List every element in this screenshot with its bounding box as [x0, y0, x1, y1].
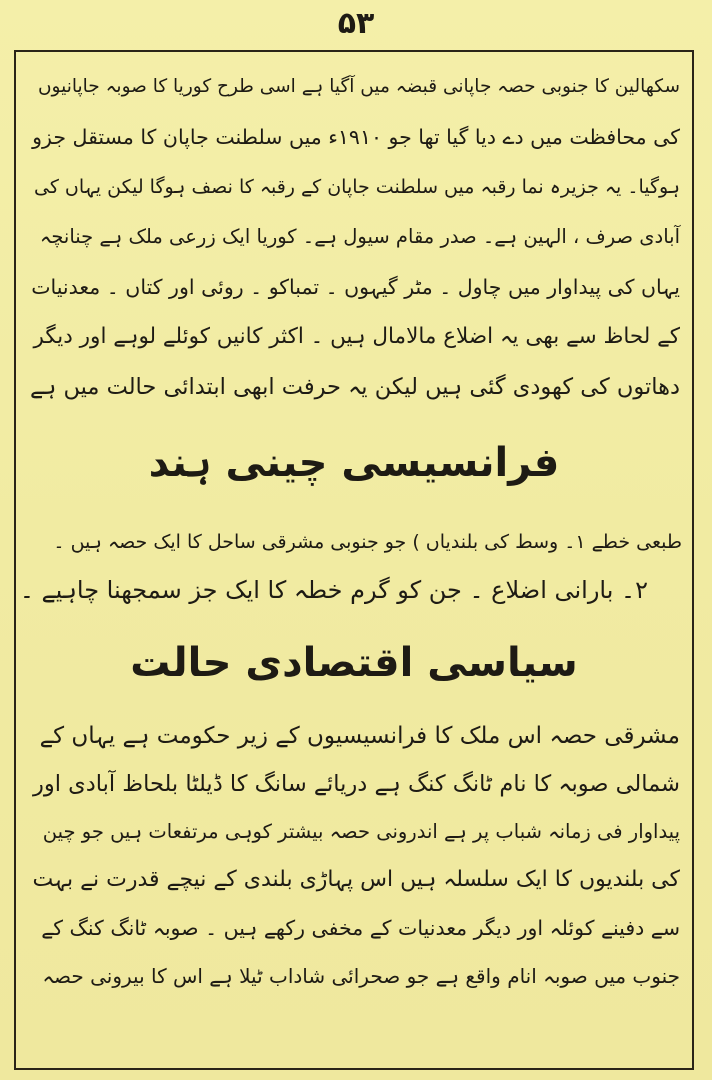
- paragraph-political-economic: [30, 712, 680, 1000]
- text-line: کے لحاظ سے بھی یہ اضلاع مالامال ہیں ۔ اکثر کانیں کوئلے لوہے اور دیگر: [33, 324, 680, 349]
- paragraph-korea: [30, 62, 680, 412]
- text-line: سے دفینے کوئلہ اور دیگر معدنیات کے مخفی رکھے ہیں ۔ صوبہ ٹانگ کنگ کے: [41, 916, 680, 940]
- text-line: پیداوار فی زمانہ شباب پر ہے اندرونی حصہ بیشتر کوہی مرتفعات ہیں جو چین: [42, 820, 680, 843]
- section-heading-political-economic: سیاسی اقتصادی حالت: [130, 640, 578, 686]
- text-line: جنوب میں صوبہ انام واقع ہے جو صحرائی شاداب ٹیلا ہے اس کا بیرونی حصہ: [42, 964, 680, 988]
- page-number: ۵۳: [337, 6, 375, 41]
- text-line: شمالی صوبہ کا نام ٹانگ کنگ ہے دریائے سانگ کا ڈیلٹا بلحاظ آبادی اور: [33, 771, 680, 797]
- text-line: کی محافظت میں دے دیا گیا تھا جو ۱۹۱۰ء میں سلطنت جاپان کا مستقل جزو: [32, 125, 680, 149]
- section-heading-french-indochina: فرانسیسی چینی ہند: [148, 440, 560, 486]
- natural-regions-line-1: طبعی خطے ۱۔ وسط کی بلندیاں ) جو جنوبی مشرقی ساحل کا ایک حصہ ہیں ۔: [53, 531, 682, 553]
- natural-regions-line-2: ۲۔ بارانی اضلاع ۔ جن کو گرم خطہ کا ایک جز سمجھنا چاہیے ۔: [19, 576, 648, 604]
- text-line: ہوگیا۔ یہ جزیرہ نما رقبہ میں سلطنت جاپان کے رقبہ کا نصف ہوگا لیکن یہاں کی: [34, 176, 680, 198]
- text-line: کی بلندیوں کا ایک سلسلہ ہیں اس پہاڑی بلندی کے نیچے قدرت نے بہت: [32, 867, 680, 892]
- text-line: یہاں کی پیداوار میں چاول ۔ مٹر گیہوں ۔ تمباکو ۔ روئی اور کتاں ۔ معدنیات: [31, 275, 680, 299]
- text-line: مشرقی حصہ اس ملک کا فرانسیسیوں کے زیر حکومت ہے یہاں کے: [39, 723, 680, 749]
- text-line: سکھالین کا جنوبی حصہ جاپانی قبضہ میں آگیا ہے اسی طرح کوریا کا صوبہ جاپانیوں: [37, 76, 680, 97]
- text-line: دھاتوں کی کھودی گئی ہیں لیکن یہ حرفت ابھی ابتدائی حالت میں ہے: [29, 374, 680, 400]
- text-line: آبادی صرف ، الہین ہے۔ صدر مقام سیول ہے۔ کوریا ایک زرعی ملک ہے چنانچہ: [39, 225, 680, 248]
